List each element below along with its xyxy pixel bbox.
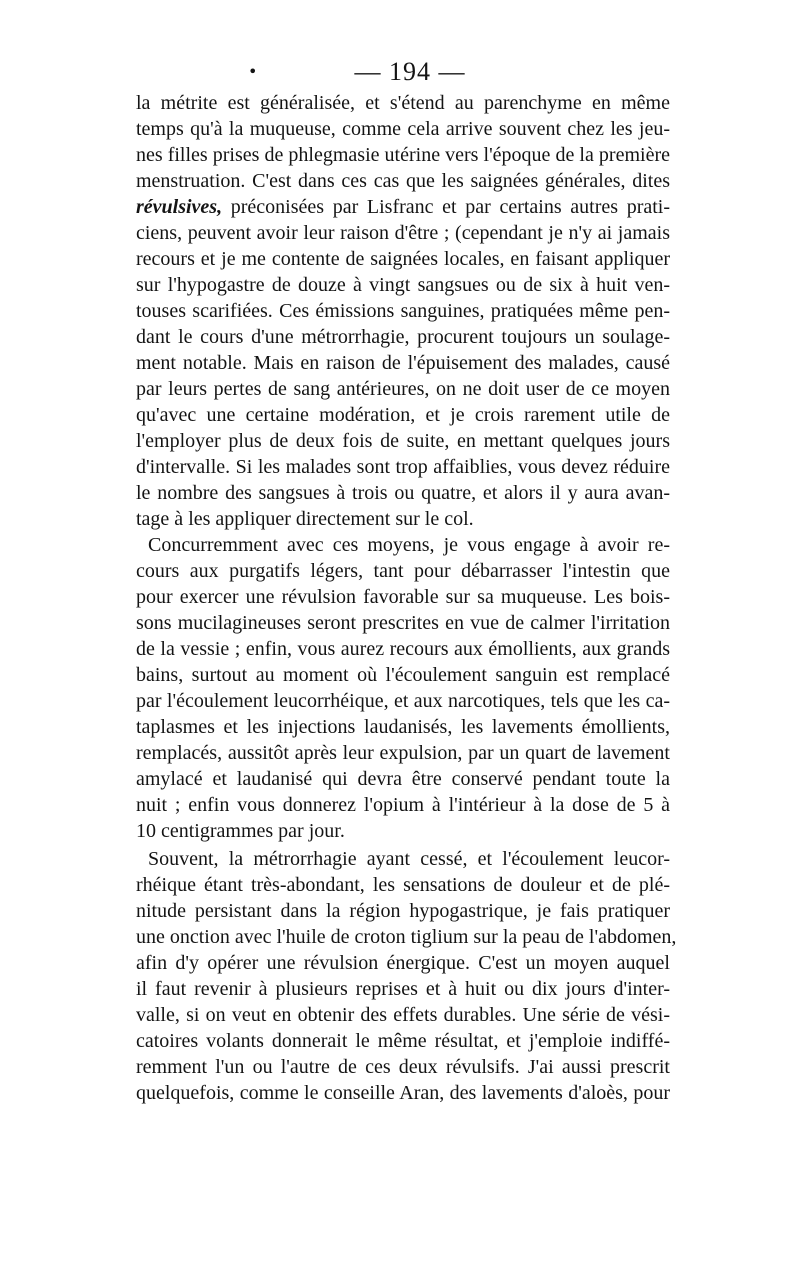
- text-line: ciens, peuvent avoir leur raison d'être ; (cependant je n'y ai jamais: [136, 222, 670, 244]
- text-line: d'intervalle. Si les malades sont trop affaiblies, vous devez réduire: [136, 456, 670, 478]
- text-line: valle, si on veut en obtenir des effets durables. Une série de vési-: [136, 1004, 670, 1026]
- text-line: pour exercer une révulsion favorable sur sa muqueuse. Les bois-: [136, 586, 670, 608]
- text-line: qu'avec une certaine modération, et je crois rarement utile de: [136, 404, 670, 426]
- text-line: temps qu'à la muqueuse, comme cela arrive souvent chez les jeu-: [136, 118, 670, 140]
- italic-word: révulsives,: [136, 196, 223, 218]
- text-line: sur l'hypogastre de douze à vingt sangsues ou de six à huit ven-: [136, 274, 670, 296]
- text-line: afin d'y opérer une révulsion énergique. C'est un moyen auquel: [136, 952, 670, 974]
- text-line: il faut revenir à plusieurs reprises et à huit ou dix jours d'inter-: [136, 978, 670, 1000]
- page-number: — 194 —: [354, 57, 466, 86]
- text-line: remment l'un ou l'autre de ces deux révulsifs. J'ai aussi prescrit: [136, 1056, 670, 1078]
- text-line: Souvent, la métrorrhagie ayant cessé, et l'écoulement leucor-: [148, 848, 670, 870]
- text-line: nuit ; enfin vous donnerez l'opium à l'intérieur à la dose de 5 à: [136, 794, 670, 816]
- text-line: le nombre des sangsues à trois ou quatre, et alors il y aura avan-: [136, 482, 670, 504]
- margin-mark: •: [248, 62, 258, 81]
- text-line: rhéique étant très-abondant, les sensations de douleur et de plé-: [136, 874, 670, 896]
- text-line: 10 centigrammes par jour.: [136, 820, 345, 842]
- text-line: Concurremment avec ces moyens, je vous engage à avoir re-: [148, 534, 670, 556]
- text-line: recours et je me contente de saignées locales, en faisant appliquer: [136, 248, 670, 270]
- text-line: par l'écoulement leucorrhéique, et aux narcotiques, tels que les ca-: [136, 690, 670, 712]
- text-line: de la vessie ; enfin, vous aurez recours aux émollients, aux grands: [136, 638, 670, 660]
- text-line: la métrite est généralisée, et s'étend au parenchyme en même: [136, 92, 670, 114]
- text-line-rest: préconisées par Lisfranc et par certains autres prati-: [230, 196, 670, 218]
- text-line: menstruation. C'est dans ces cas que les saignées générales, dites: [136, 170, 670, 192]
- text-line: catoires volants donnerait le même résultat, et j'emploie indiffé-: [136, 1030, 670, 1052]
- text-line: dant le cours d'une métrorrhagie, procurent toujours un soulage-: [136, 326, 670, 348]
- text-line: ment notable. Mais en raison de l'épuisement des malades, causé: [136, 352, 670, 374]
- text-line: bains, surtout au moment où l'écoulement sanguin est remplacé: [136, 664, 670, 686]
- text-line: une onction avec l'huile de croton tiglium sur la peau de l'abdomen,: [136, 926, 677, 948]
- text-line: nes filles prises de phlegmasie utérine vers l'époque de la première: [136, 144, 670, 166]
- text-line: remplacés, aussitôt après leur expulsion, par un quart de lavement: [136, 742, 670, 764]
- text-line: nitude persistant dans la région hypogastrique, je fais pratiquer: [136, 900, 670, 922]
- text-line: sons mucilagineuses seront prescrites en vue de calmer l'irritation: [136, 612, 670, 634]
- text-line-with-emphasis: [136, 194, 670, 220]
- text-line: par leurs pertes de sang antérieures, on ne doit user de ce moyen: [136, 378, 670, 400]
- text-line: touses scarifiées. Ces émissions sanguines, pratiquées même pen-: [136, 300, 670, 322]
- text-line: cours aux purgatifs légers, tant pour débarrasser l'intestin que: [136, 560, 670, 582]
- text-line: l'employer plus de deux fois de suite, en mettant quelques jours: [136, 430, 670, 452]
- text-line: taplasmes et les injections laudanisés, les lavements émollients,: [136, 716, 670, 738]
- text-line: tage à les appliquer directement sur le col.: [136, 508, 474, 530]
- text-line: quelquefois, comme le conseille Aran, des lavements d'aloès, pour: [136, 1082, 670, 1104]
- text-line: amylacé et laudanisé qui devra être conservé pendant toute la: [136, 768, 670, 790]
